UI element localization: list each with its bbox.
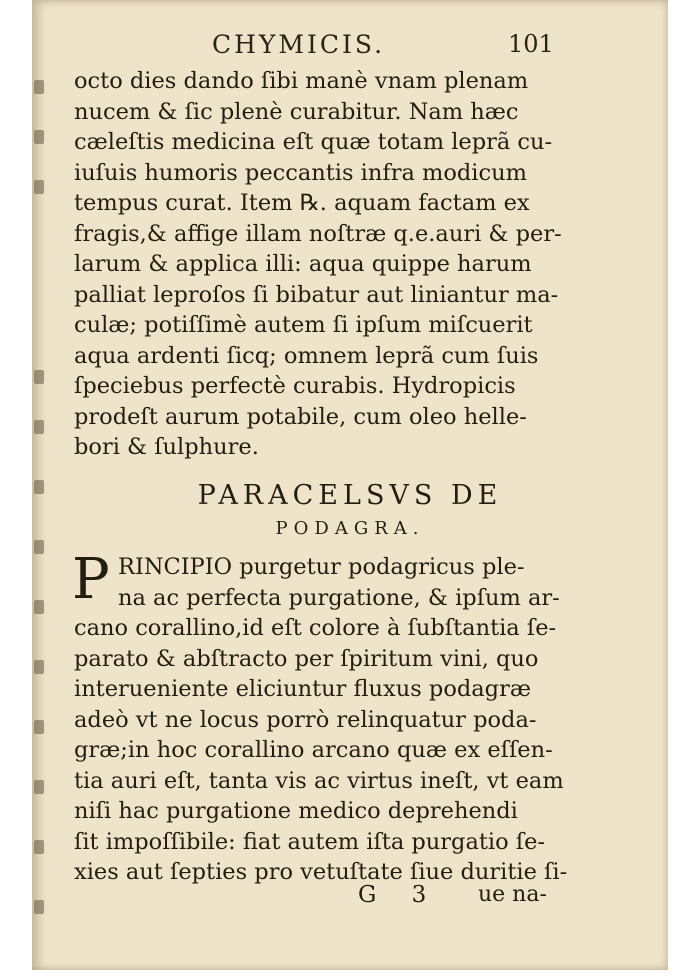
text-line: ſit impoſſibile: fiat autem iſta purgatio ſe- [74,828,546,855]
text-line: iuſuis humoris peccantis infra modicum [74,159,527,186]
text-line: RINCIPIO purgetur podagricus ple- [118,554,525,580]
text-line: octo dies dando ſibi manè vnam plenam [74,68,529,94]
text-line: niſi hac purgatione medico deprehendi [74,798,518,824]
text-line: cæleſtis medicina eſt quæ totam leprã cu- [74,129,553,155]
text-line: na ac perfecta purgatione, & ipſum ar- [118,584,560,611]
text-line: prodeſt aurum potabile, cum oleo helle- [74,403,527,430]
ink-mark [34,780,44,794]
text-line: xies aut ſepties pro vetuſtate ſiue duritie ſi- [74,859,568,885]
bleed-through-marks [34,60,50,940]
page-number: 101 [508,30,554,58]
ink-mark [34,420,44,434]
signature-mark: G 3 [358,882,441,908]
text-line: cano corallino,id eſt colore à ſubſtantia ſe- [74,615,557,641]
text-line: aqua ardenti ſicq; omnem leprã cum ſuis [74,342,539,369]
text-line: bori & ſulphure. [74,434,259,460]
ink-mark [34,660,44,674]
text-line: adeò vt ne locus porrò relinquatur poda- [74,706,537,733]
ink-mark [34,840,44,854]
ink-mark [34,80,44,94]
text-line: græ;in hoc corallino arcano quæ ex eſſen- [74,737,553,763]
body-text-bottom [72,547,579,888]
catchword: ue na- [478,882,547,907]
text-line: culæ; potiſſimè autem ſi ipſum miſcuerit [74,312,533,338]
page-footer [32,882,668,912]
section-title: PARACELSVS DE [197,480,503,511]
section-subtitle: PODAGRA. [275,518,425,539]
ink-mark [34,480,44,494]
page-header [32,30,668,62]
text-line: interueniente eliciuntur fluxus podagræ [74,676,531,702]
ink-mark [34,130,44,144]
text-line: fragis,& affige illam noſtræ q.e.auri & per- [74,220,562,247]
text-line: larum & applica illi: aqua quippe harum [74,251,532,277]
ink-mark [34,720,44,734]
running-head: CHYMICIS. [212,30,386,59]
text-line: tia auri eſt, tanta vis ac virtus ineſt, vt eam [74,767,564,794]
ink-mark [34,180,44,194]
text-line: tempus curat. Item ℞. aquam factam ex [74,190,530,216]
text-line: nucem & ſic plenè curabitur. Nam hæc [74,98,519,125]
ink-mark [34,600,44,614]
body-text-top [74,66,579,463]
ink-mark [34,540,44,554]
text-line: ſpeciebus perfectè curabis. Hydropicis [74,373,516,399]
ink-mark [34,900,44,914]
drop-cap: P [72,547,110,612]
book-page [32,0,668,970]
ink-mark [34,370,44,384]
text-line: palliat leproſos ſi bibatur aut liniantur ma- [74,281,559,308]
text-line: parato & abſtracto per ſpiritum vini, quo [74,645,539,672]
